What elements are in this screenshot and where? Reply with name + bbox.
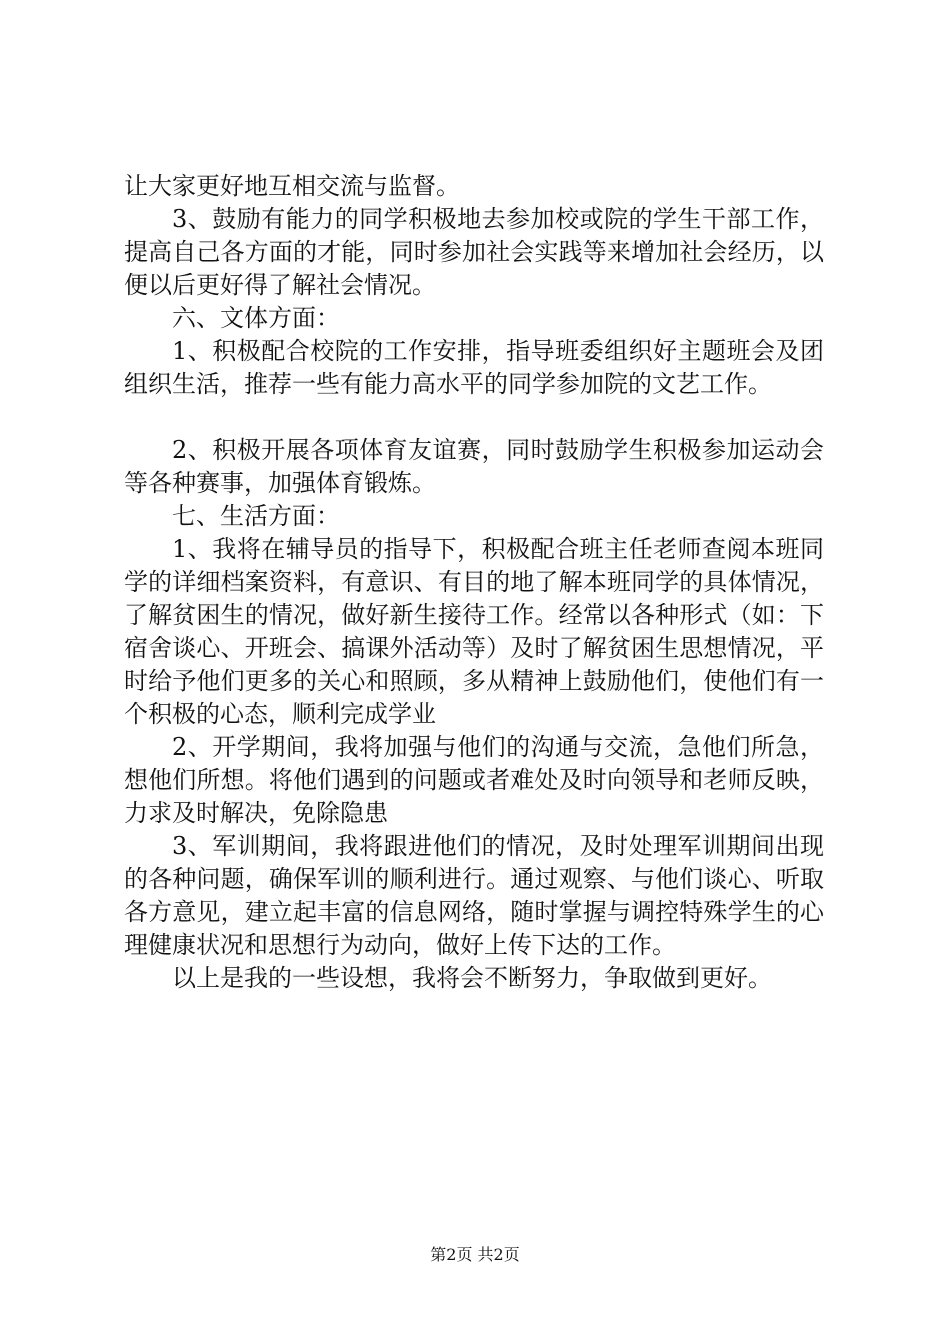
paragraph-culture-activities: 1、积极配合校院的工作安排，指导班委组织好主题班会及团组织生活，推荐一些有能力高水平的同学参加院的文艺工作。 [124,337,824,398]
document-body [124,170,824,995]
paragraph-sports-events: 2、积极开展各项体育友谊赛，同时鼓励学生积极参加运动会等各种赛事，加强体育锻炼。 [124,436,824,497]
paragraph-military-training: 3、军训期间，我将跟进他们的情况，及时处理军训期间出现的各种问题，确保军训的顺利进行。通过观察、与他们谈心、听取各方意见，建立起丰富的信息网络，随时掌握与调控特殊学生的心理健康状况和思想行为动向，做好上传下达的工作。 [124,832,824,959]
paragraph-conclusion: 以上是我的一些设想，我将会不断努力，争取做到更好。 [172,964,772,992]
paragraph-student-records: 1、我将在辅导员的指导下，积极配合班主任老师查阅本班同学的详细档案资料，有意识、有目的地了解本班同学的具体情况，了解贫困生的情况，做好新生接待工作。经常以各种形式（如：下宿舍谈心、开班会、搞课外活动等）及时了解贫困生思想情况，平时给予他们更多的关心和照顾，多从精神上鼓励他们，使他们有一个积极的心态，顺利完成学业 [124,535,824,728]
section-heading-culture-sports: 六、文体方面： [172,304,340,332]
paragraph-semester-start: 2、开学期间，我将加强与他们的沟通与交流，急他们所急，想他们所想。将他们遇到的问题或者难处及时向领导和老师反映，力求及时解决，免除隐患 [124,733,824,827]
paragraph-student-cadre: 3、鼓励有能力的同学积极地去参加校或院的学生干部工作，提高自己各方面的才能，同时参加社会实践等来增加社会经历，以便以后更好得了解社会情况。 [124,205,824,299]
page-number-label: 第2页 共2页 [430,1245,520,1264]
section-heading-life: 七、生活方面： [172,502,340,530]
page-footer [0,1244,950,1266]
paragraph-continuation: 让大家更好地互相交流与监督。 [124,172,460,200]
